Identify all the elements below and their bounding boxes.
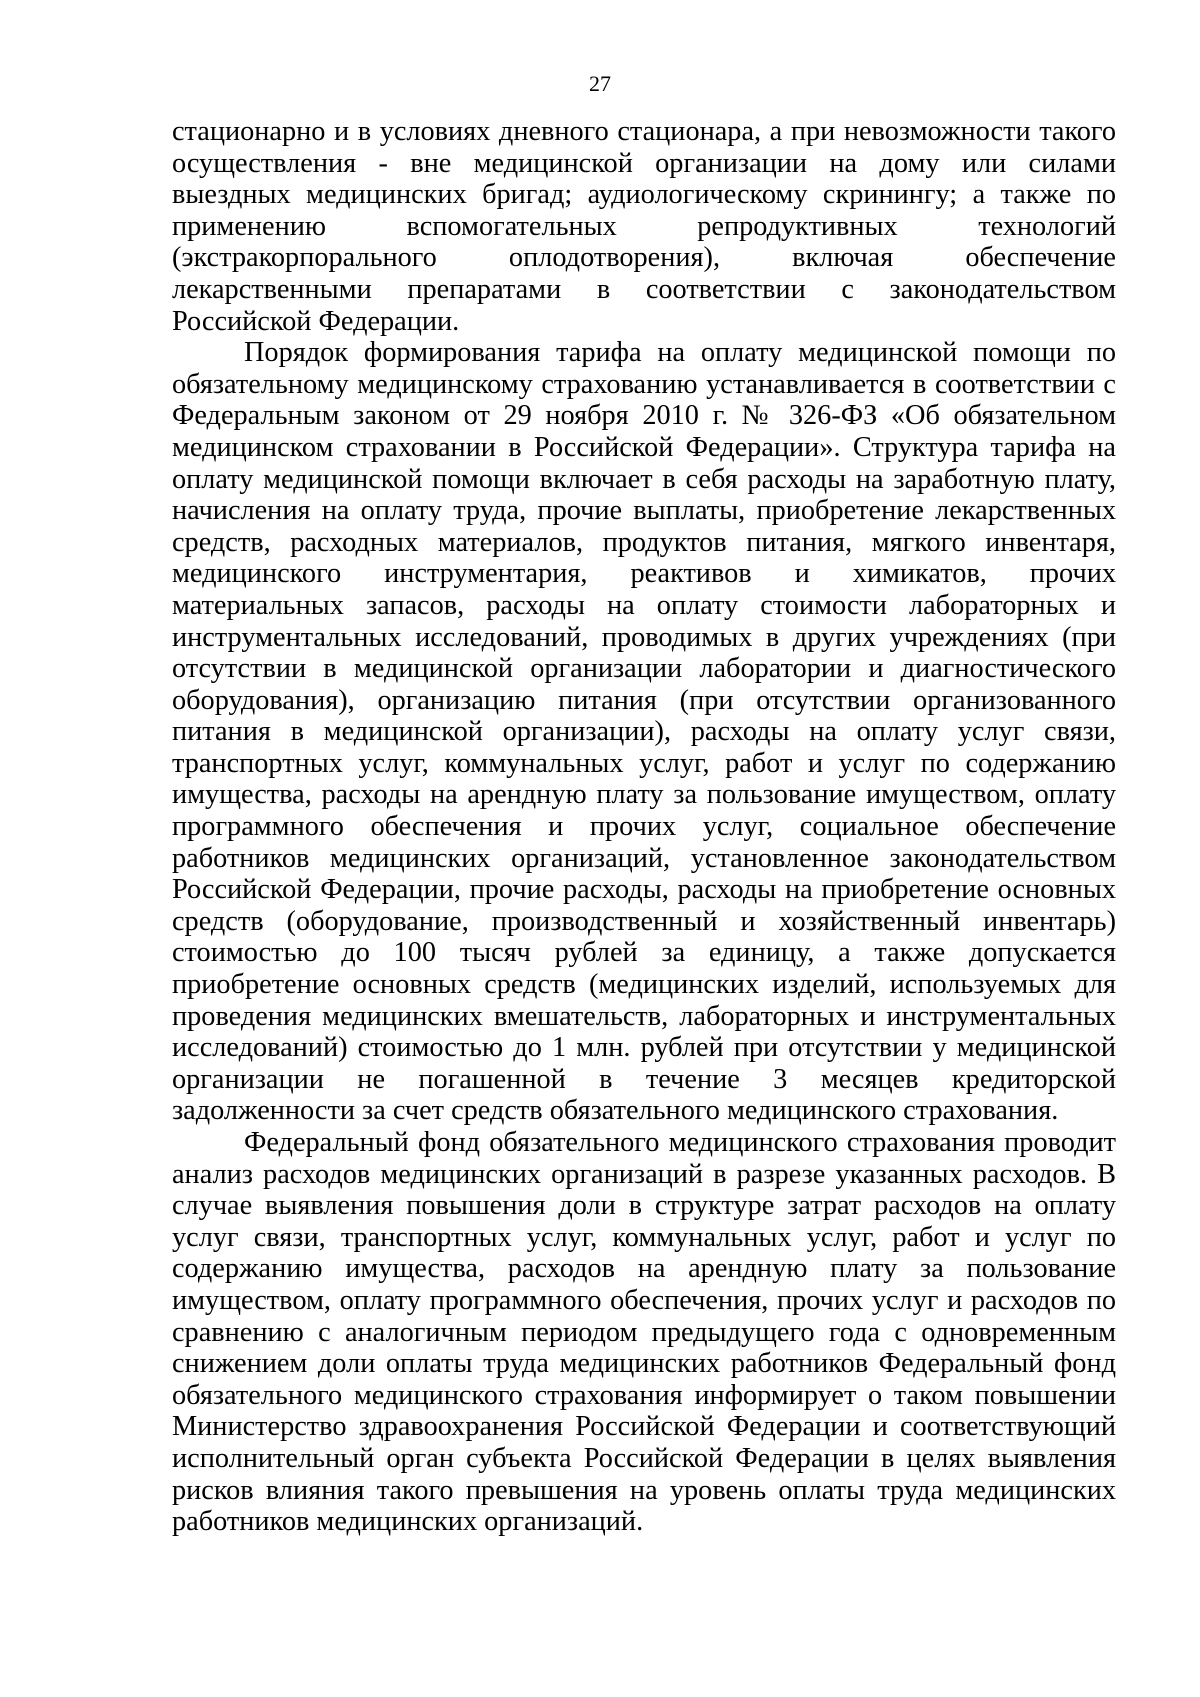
text-line: оборудования), организацию питания (при отсутствии организованного — [172, 684, 1116, 716]
document-body — [172, 116, 1116, 1538]
text-line: обязательного медицинского страхования информирует о таком повышении — [172, 1379, 1116, 1411]
text-line: услуг связи, транспортных услуг, коммунальных услуг, работ и услуг по — [172, 1221, 1116, 1253]
text-line: программного обеспечения и прочих услуг, социальное обеспечение — [172, 811, 1116, 843]
text-line: Федеральный фонд обязательного медицинского страхования проводит — [244, 1127, 1116, 1158]
text-line: (экстракорпорального оплодотворения), включая обеспечение — [172, 242, 1116, 274]
text-line: лекарственными препаратами в соответствии с законодательством — [172, 273, 1116, 305]
text-line: исследований) стоимостью до 1 млн. рублей при отсутствии у медицинской — [172, 1032, 1116, 1064]
page-number: 27 — [589, 71, 611, 96]
text-line: сравнению с аналогичным периодом предыдущего года с одновременным — [172, 1316, 1116, 1348]
text-line: выездных медицинских бригад; аудиологическому скринингу; а также по — [172, 179, 1116, 211]
paragraph — [172, 337, 1116, 1127]
text-line: исполнительный орган субъекта Российской Федерации в целях выявления — [172, 1442, 1116, 1474]
text-line: Российской Федерации. — [172, 305, 460, 337]
text-line: работников медицинских организаций, установленное законодательством — [172, 842, 1116, 874]
text-line: Федеральным законом от 29 ноября 2010 г. № 326-ФЗ «Об обязательном — [172, 400, 1116, 432]
text-line: стационарно и в условиях дневного стационара, а при невозможности такого — [172, 116, 1116, 147]
text-line: средств (оборудование, производственный и хозяйственный инвентарь) — [172, 905, 1116, 937]
text-line: начисления на оплату труда, прочие выплаты, приобретение лекарственных — [172, 495, 1116, 527]
text-line: имущества, расходы на арендную плату за пользование имуществом, оплату — [172, 779, 1116, 811]
text-line: Российской Федерации, прочие расходы, расходы на приобретение основных — [172, 874, 1116, 906]
paragraph — [172, 116, 1116, 337]
text-line: применению вспомогательных репродуктивных технологий — [172, 210, 1116, 242]
text-line: работников медицинских организаций. — [172, 1506, 644, 1538]
text-line: средств, расходных материалов, продуктов питания, мягкого инвентаря, — [172, 526, 1116, 558]
text-line: задолженности за счет средств обязательного медицинского страхования. — [172, 1095, 1059, 1127]
text-line: организации не погашенной в течение 3 месяцев кредиторской — [172, 1063, 1116, 1095]
text-line: Министерство здравоохранения Российской Федерации и соответствующий — [172, 1411, 1116, 1443]
text-line: рисков влияния такого превышения на уровень оплаты труда медицинских — [172, 1474, 1116, 1506]
text-line: Порядок формирования тарифа на оплату медицинской помощи по — [244, 337, 1116, 369]
text-line: транспортных услуг, коммунальных услуг, работ и услуг по содержанию — [172, 747, 1116, 779]
text-line: имуществом, оплату программного обеспечения, прочих услуг и расходов по — [172, 1284, 1116, 1316]
text-line: медицинского инструментария, реактивов и химикатов, прочих — [172, 558, 1116, 590]
text-line: оплату медицинской помощи включает в себя расходы на заработную плату, — [172, 463, 1116, 495]
text-line: снижением доли оплаты труда медицинских работников Федеральный фонд — [172, 1348, 1116, 1380]
text-line: инструментальных исследований, проводимых в других учреждениях (при — [172, 621, 1116, 653]
text-line: стоимостью до 100 тысяч рублей за единицу, а также допускается — [172, 937, 1116, 969]
text-line: осуществления - вне медицинской организации на дому или силами — [172, 147, 1116, 179]
text-line: анализ расходов медицинских организаций в разрезе указанных расходов. В — [172, 1158, 1116, 1190]
text-line: приобретение основных средств (медицинских изделий, используемых для — [172, 969, 1116, 1001]
text-line: случае выявления повышения доли в структуре затрат расходов на оплату — [172, 1190, 1116, 1222]
text-line: проведения медицинских вмешательств, лабораторных и инструментальных — [172, 1000, 1116, 1032]
text-line: содержанию имущества, расходов на арендную плату за пользование — [172, 1253, 1116, 1285]
paragraph — [172, 1127, 1116, 1538]
text-line: питания в медицинской организации), расходы на оплату услуг связи, — [172, 716, 1116, 748]
text-line: отсутствии в медицинской организации лаборатории и диагностического — [172, 653, 1116, 685]
text-line: материальных запасов, расходы на оплату стоимости лабораторных и — [172, 589, 1116, 621]
text-line: медицинском страховании в Российской Федерации». Структура тарифа на — [172, 431, 1116, 463]
text-line: обязательному медицинскому страхованию устанавливается в соответствии с — [172, 368, 1116, 400]
